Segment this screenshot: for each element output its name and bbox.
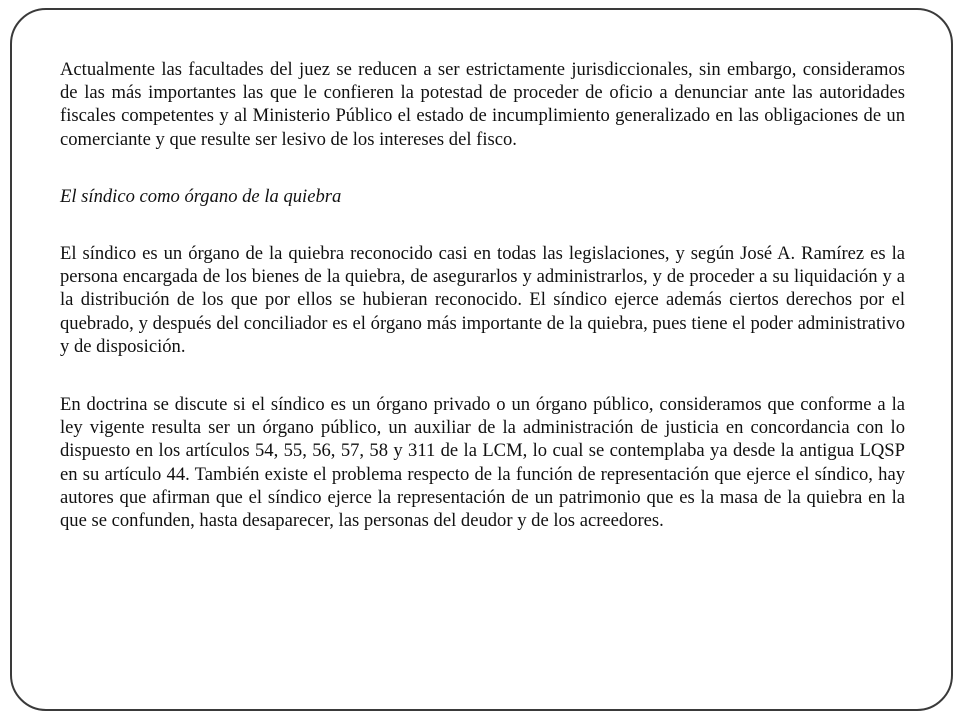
section-heading-sindico: El síndico como órgano de la quiebra (60, 185, 342, 207)
slide-content (60, 58, 905, 532)
paragraph-sindico-definition: El síndico es un órgano de la quiebra reconocido casi en todas las legislaciones, y según José A. Ramírez es la persona encargada de los bienes de la quiebra, de asegurarlos y administrarlos, y de proceder a su liquidación y a la distribución de los que por ellos se hubieran reconocido. El síndico ejerce además ciertos derechos por el quebrado, y después del conciliador es el órgano más importante de la quiebra, pues tiene el poder administrativo y de disposición. (60, 243, 905, 357)
paragraph-judge-powers: Actualmente las facultades del juez se reducen a ser estrictamente jurisdiccionales, sin embargo, consideramos de las más importantes las que le confieren la potestad de proceder de oficio a denunciar ante las autoridades fiscales competentes y al Ministerio Público el estado de incumplimiento generalizado en las obligaciones de un comerciante y que resulte ser lesivo de los intereses del fisco. (60, 59, 905, 150)
paragraph-sindico-doctrine: En doctrina se discute si el síndico es un órgano privado o un órgano público, consideramos que conforme a la ley vigente resulta ser un órgano público, un auxiliar de la administración de justicia en concordancia con lo dispuesto en los artículos 54, 55, 56, 57, 58 y 311 de la LCM, lo cual se contemplaba ya desde la antigua LQSP en su artículo 44. También existe el problema respecto de la función de representación que ejerce el síndico, hay autores que afirman que el síndico ejerce la representación de un patrimonio que es la masa de la quiebra en la que se confunden, hasta desaparecer, las personas del deudor y de los acreedores. (60, 394, 905, 532)
